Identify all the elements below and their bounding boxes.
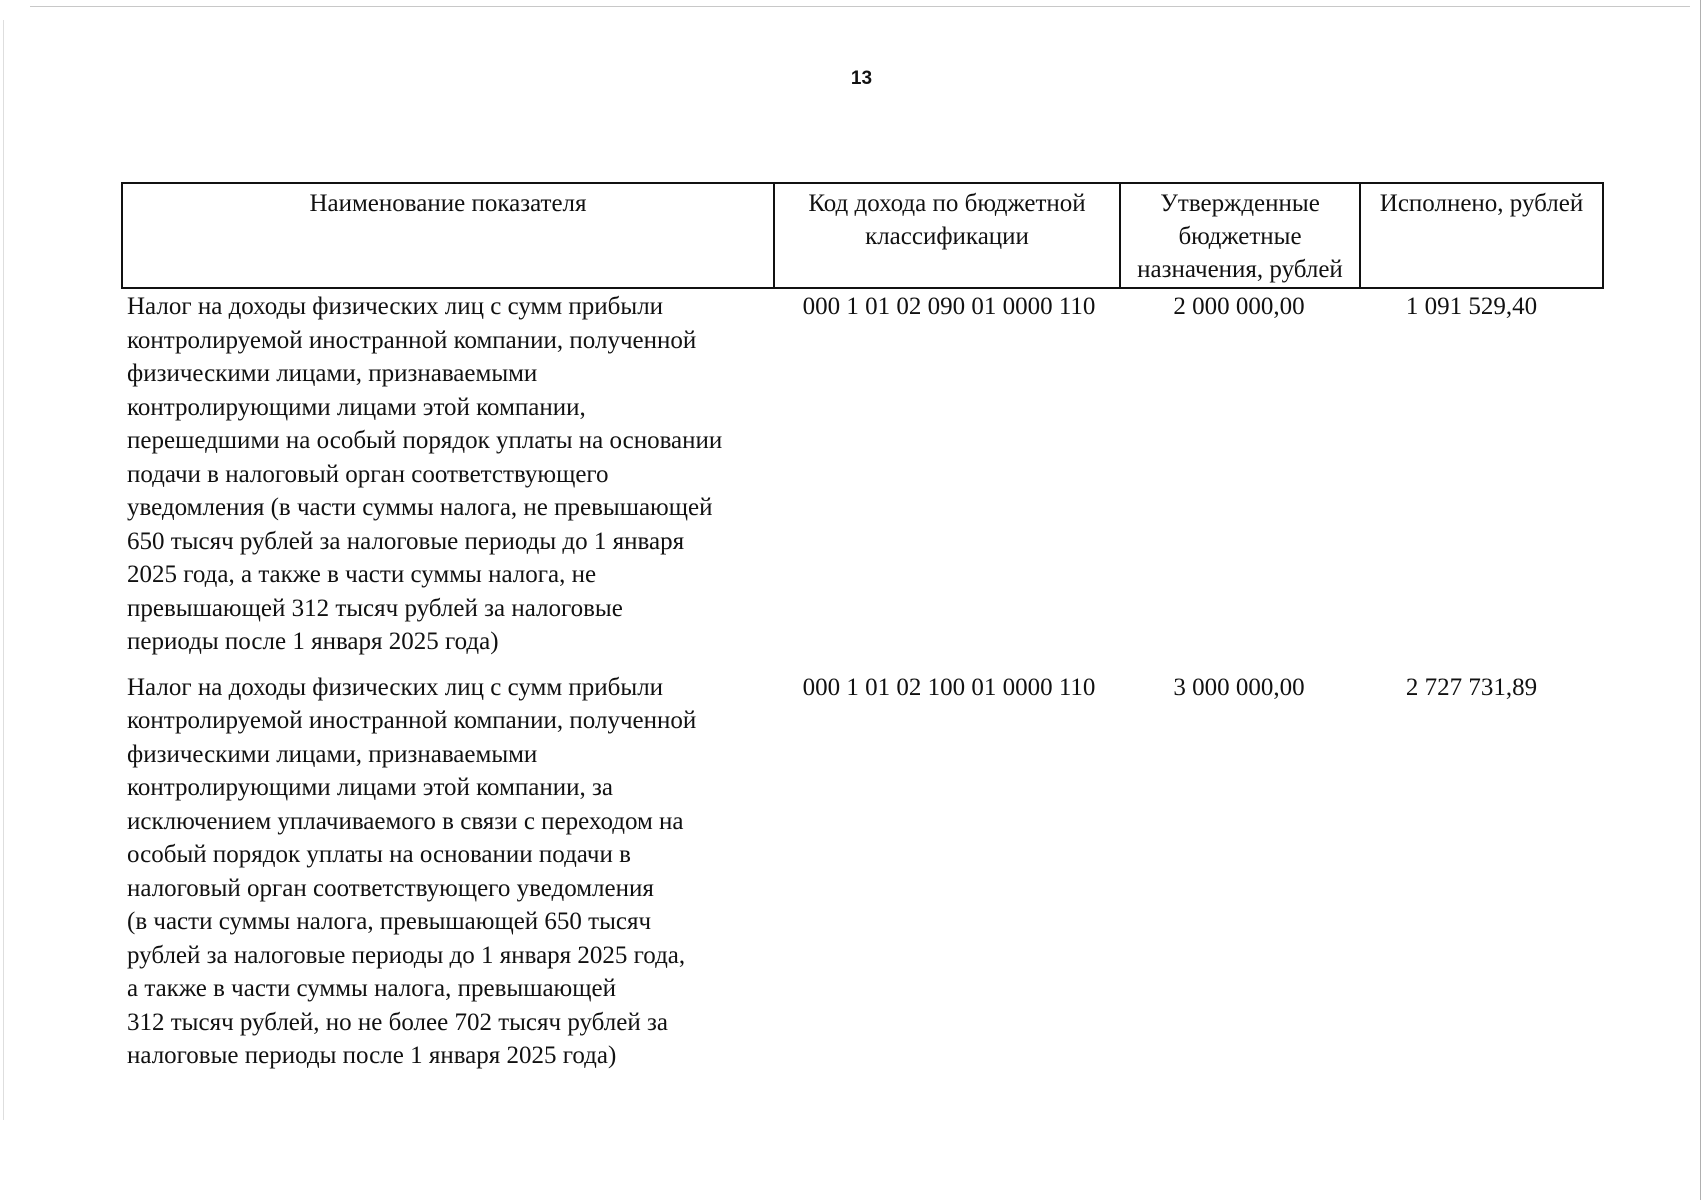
name-line: особый порядок уплаты на основании подачи в: [127, 841, 631, 868]
name-line: физическими лицами, признаваемыми: [127, 360, 538, 387]
name-line: исключением уплачиваемого в связи с переходом на: [127, 807, 684, 835]
table-header: [121, 182, 1604, 289]
name-line: физическими лицами, признаваемыми: [127, 740, 538, 768]
name-line: рублей за налоговые периоды до 1 января 2025 года,: [127, 941, 686, 969]
name-line: контролируемой иностранной компании, полученной: [127, 326, 697, 354]
name-line: контролирующими лицами этой компании, за: [127, 774, 613, 801]
table-row: [121, 290, 1604, 659]
row-executed-amount: 2 727 731,89: [1405, 673, 1538, 701]
scan-edge-line-right: [1700, 0, 1701, 1200]
name-line: 650 тысяч рублей за налоговые периоды до 1 января: [127, 527, 685, 555]
header-approved: Утвержденные бюджетные назначения, рублей: [1121, 184, 1361, 287]
table-row: [121, 671, 1604, 1073]
name-line: контролируемой иностранной компании, полученной: [127, 707, 697, 734]
scan-edge-line-left: [3, 20, 4, 1120]
row-approved-amount: 2 000 000,00: [1173, 293, 1305, 320]
row-income-code: 000 1 01 02 100 01 0000 110: [802, 673, 1096, 701]
row-approved-amount: 3 000 000,00: [1173, 673, 1305, 701]
row-indicator-name: [121, 671, 773, 1073]
header-income-code: Код дохода по бюджетной классификации: [775, 184, 1121, 287]
name-line: а также в части суммы налога, превышающей: [127, 975, 616, 1002]
header-executed: Исполнено, рублей: [1379, 190, 1584, 217]
name-line: 2025 года, а также в части суммы налога, не: [127, 561, 597, 588]
name-line: Налог на доходы физических лиц с сумм прибыли: [127, 293, 664, 320]
name-line: превышающей 312 тысяч рублей за налоговые: [127, 594, 623, 622]
row-indicator-name: [121, 290, 773, 659]
scan-edge-line-top: [30, 6, 1690, 7]
name-line: налоговые периоды после 1 января 2025 года): [127, 1042, 617, 1069]
row-executed-amount: 1 091 529,40: [1405, 293, 1538, 320]
name-line: 312 тысяч рублей, но не более 702 тысяч рублей за: [127, 1008, 668, 1036]
name-line: Налог на доходы физических лиц с сумм прибыли: [127, 673, 664, 701]
name-line: подачи в налоговый орган соответствующего: [127, 460, 609, 488]
header-indicator-name: Наименование показателя: [123, 184, 775, 287]
name-line: (в части суммы налога, превышающей 650 тысяч: [127, 908, 652, 935]
table-body: [121, 290, 1604, 1073]
name-line: контролирующими лицами этой компании,: [127, 393, 586, 421]
name-line: периоды после 1 января 2025 года): [127, 628, 499, 655]
name-line: налоговый орган соответствующего уведомления: [127, 874, 654, 902]
page-number: 13: [850, 68, 873, 89]
row-income-code: 000 1 01 02 090 01 0000 110: [802, 293, 1096, 320]
name-line: перешедшими на особый порядок уплаты на основании: [127, 427, 723, 454]
name-line: уведомления (в части суммы налога, не превышающей: [127, 494, 713, 521]
